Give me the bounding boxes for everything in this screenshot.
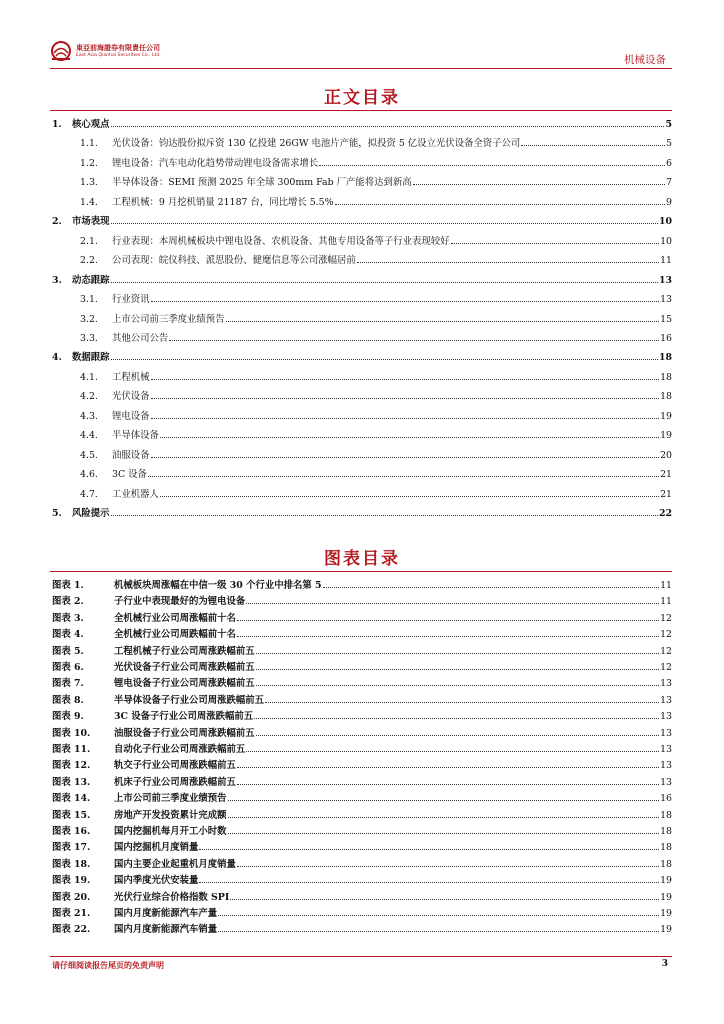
leader-dots: [160, 496, 659, 497]
leader-dots: [237, 636, 659, 637]
figure-title: 国内挖掘机每月开工小时数: [114, 826, 227, 837]
figure-entry[interactable]: [52, 744, 672, 756]
figure-page: 18: [660, 826, 672, 837]
toc-entry-page: 13: [658, 274, 672, 286]
leader-dots: [246, 751, 659, 752]
toc-entry-number: 3.: [52, 274, 62, 286]
figure-entry[interactable]: [52, 760, 672, 772]
figure-entry[interactable]: [52, 777, 672, 789]
figure-title: 国内月度新能源汽车销量: [114, 924, 218, 936]
figure-entry-label: [52, 777, 236, 789]
figure-number: 图表 8.: [52, 694, 84, 706]
toc-entry-number: 1.2.: [80, 157, 98, 169]
header-divider: [50, 68, 672, 69]
toc-entry[interactable]: [80, 450, 672, 462]
toc-entry-number: 1.: [52, 119, 62, 130]
toc-entry-number: 3.2.: [80, 313, 98, 325]
figure-entry[interactable]: [52, 826, 672, 838]
leader-dots: [111, 223, 658, 224]
toc-entry-page: 5: [666, 138, 672, 150]
figure-page: 12: [660, 662, 672, 673]
toc-entry-label: [80, 411, 150, 423]
toc-entry-label: [80, 333, 168, 345]
toc-entry-text: 油服设备: [112, 449, 150, 461]
leader-dots: [160, 437, 659, 438]
leader-dots: [228, 833, 660, 834]
figure-page: 18: [660, 842, 672, 854]
figure-entry-label: [52, 842, 198, 854]
figure-entry[interactable]: [52, 924, 672, 936]
toc-entry-number: 2.: [52, 216, 62, 228]
leader-dots: [319, 165, 665, 166]
figure-page: 19: [660, 924, 672, 936]
leader-dots: [218, 915, 659, 916]
toc-entry-label: [52, 216, 110, 228]
leader-dots: [111, 515, 658, 516]
figure-page: 19: [660, 891, 672, 903]
company-name-en: East Asia Qianhai Securities Co., Ltd.: [76, 53, 161, 58]
figure-entry[interactable]: [52, 810, 672, 822]
toc-entry-number: 4.4.: [80, 430, 98, 442]
figure-entry[interactable]: [52, 596, 672, 608]
toc-entry-number: 3.1.: [80, 294, 98, 306]
figure-list-title: 图表目录: [324, 549, 400, 569]
leader-dots: [151, 457, 660, 458]
toc-entry[interactable]: [80, 177, 672, 189]
toc-entry[interactable]: [80, 469, 672, 481]
toc-entry[interactable]: [80, 158, 672, 170]
toc-entry-text: 半导体设备：SEMI 预测 2025 年全球 300mm Fab 厂产能将达到新高: [112, 177, 412, 189]
toc-entry-text: 行业表现：本周机械板块中锂电设备、农机设备、其他专用设备等子行业表现较好: [112, 235, 450, 247]
figure-entry-label: [52, 580, 322, 592]
disclaimer-note: 请仔细阅读报告尾页的免责声明: [52, 961, 164, 970]
figure-title: 国内季度光伏安装量: [114, 875, 199, 887]
toc-entry-page: 9: [666, 196, 672, 208]
leader-dots: [256, 653, 659, 654]
figure-entry-label: [52, 826, 227, 838]
toc-entry[interactable]: [80, 197, 672, 209]
toc-entry-text: 数据跟踪: [72, 352, 110, 364]
toc-entry-number: 2.2.: [80, 255, 98, 267]
figure-title: 上市公司前三季度业绩预告: [114, 793, 227, 805]
toc-entry-text: 锂电设备: [112, 410, 150, 422]
figure-number: 图表 17.: [52, 842, 91, 854]
figure-title: 轨交子行业公司周涨跌幅前五: [114, 760, 236, 772]
figure-page: 11: [660, 580, 672, 591]
toc-entry-label: [52, 508, 110, 520]
toc-entry[interactable]: [80, 236, 672, 248]
toc-entry-text: 光伏设备: [112, 391, 150, 403]
figure-page: 13: [660, 727, 672, 739]
toc-entry-label: [52, 119, 110, 131]
leader-dots: [254, 718, 659, 719]
figure-title: 工程机械子行业公司周涨跌幅前五: [114, 645, 255, 657]
toc-entry-text: 动态跟踪: [72, 274, 110, 286]
figure-title: 半导体设备子行业公司周涨跌幅前五: [114, 694, 265, 706]
figure-page: 13: [660, 678, 672, 690]
toc-entry-number: 1.4.: [80, 196, 98, 208]
toc-entry-page: 21: [660, 488, 672, 500]
toc-entry-page: 21: [660, 469, 672, 481]
footer-divider: [50, 956, 672, 957]
leader-dots: [111, 282, 658, 283]
toc-entry-text: 核心观点: [72, 119, 110, 130]
figure-page: 18: [660, 809, 672, 821]
toc-entry-text: 其他公司公告: [112, 332, 169, 344]
toc-entry-label: [80, 138, 520, 150]
figure-page: 18: [660, 858, 672, 870]
figure-entry-label: [52, 875, 198, 887]
toc-entry-page: 18: [658, 352, 672, 364]
figure-page: 11: [660, 596, 672, 608]
figure-entry[interactable]: [52, 613, 672, 625]
figure-number: 图表 14.: [52, 793, 91, 805]
toc-entry-page: 13: [660, 294, 672, 306]
toc-entry-page: 16: [660, 332, 672, 344]
figure-title: 全机械行业公司周涨幅前十名: [114, 612, 236, 624]
toc-entry[interactable]: [80, 489, 672, 501]
figure-number: 图表 4.: [52, 629, 84, 641]
figure-entry-label: [52, 711, 253, 723]
figure-entry-label: [52, 924, 217, 936]
toc-entry[interactable]: [80, 391, 672, 403]
leader-dots: [413, 184, 665, 185]
figure-title: 国内主要企业起重机月度销量: [114, 858, 236, 870]
figure-number: 图表 7.: [52, 678, 84, 690]
toc-entry-number: 4.1.: [80, 371, 98, 383]
toc-entry[interactable]: [52, 508, 672, 520]
figure-page: 13: [660, 760, 672, 772]
toc-entry-page: 22: [658, 508, 672, 519]
figure-number: 图表 22.: [52, 924, 91, 936]
leader-dots: [111, 359, 658, 360]
leader-dots: [151, 398, 660, 399]
toc-entry-page: 20: [660, 449, 672, 461]
toc-entry-label: [80, 236, 450, 248]
figure-title: 自动化子行业公司周涨跌幅前五: [114, 744, 246, 755]
toc-entry[interactable]: [80, 333, 672, 345]
toc-entry-label: [80, 197, 334, 209]
toc-entry[interactable]: [80, 294, 672, 306]
figure-title: 子行业中表现最好的为锂电设备: [114, 596, 246, 608]
figure-title: 3C 设备子行业公司周涨跌幅前五: [114, 711, 254, 723]
figure-number: 图表 11.: [52, 744, 91, 755]
figure-entry-label: [52, 695, 264, 707]
toc-entry-page: 15: [660, 313, 672, 325]
figure-page: 16: [660, 793, 672, 805]
figure-page: 12: [660, 612, 672, 624]
toc-entry-text: 行业资讯: [112, 294, 150, 306]
figure-entry-label: [52, 646, 255, 658]
toc-entry-label: [52, 275, 110, 287]
leader-dots: [256, 685, 659, 686]
leader-dots: [151, 379, 660, 380]
figure-title: 机床子行业公司周涨跌幅前五: [114, 776, 236, 788]
figure-number: 图表 10.: [52, 727, 91, 739]
leader-dots: [230, 899, 659, 900]
figure-page: 19: [660, 908, 672, 919]
leader-dots: [228, 800, 660, 801]
figure-entry-label: [52, 810, 227, 822]
leader-dots: [246, 603, 659, 604]
leader-dots: [256, 669, 659, 670]
figure-title: 全机械行业公司周跌幅前十名: [114, 629, 236, 641]
toc-entry[interactable]: [80, 255, 672, 267]
leader-dots: [199, 882, 659, 883]
toc-entry[interactable]: [80, 314, 672, 326]
toc-entry-text: 工业机器人: [112, 488, 159, 500]
toc-entry[interactable]: [80, 372, 672, 384]
figure-page: 19: [660, 875, 672, 887]
toc-entry-number: 4.5.: [80, 449, 98, 461]
toc-entry-text: 市场表现: [72, 216, 110, 228]
figure-entry[interactable]: [52, 678, 672, 690]
figure-entry[interactable]: [52, 842, 672, 854]
figure-entry[interactable]: [52, 859, 672, 871]
figure-number: 图表 6.: [52, 662, 84, 673]
figure-title-divider: [50, 571, 672, 572]
toc-title: 正文目录: [324, 88, 400, 108]
figure-entry[interactable]: [52, 695, 672, 707]
figure-entry-label: [52, 760, 236, 772]
figure-number: 图表 20.: [52, 891, 91, 903]
toc-entry-page: 6: [666, 157, 672, 169]
figure-number: 图表 19.: [52, 875, 91, 887]
leader-dots: [237, 784, 659, 785]
leader-dots: [521, 145, 665, 146]
toc-entry-number: 3.3.: [80, 332, 98, 344]
figure-entry[interactable]: [52, 728, 672, 740]
figure-number: 图表 21.: [52, 908, 91, 919]
figure-entry-label: [52, 908, 217, 920]
leader-dots: [151, 301, 660, 302]
toc-entry-label: [52, 352, 110, 364]
figure-entry[interactable]: [52, 875, 672, 887]
leader-dots: [265, 702, 659, 703]
toc-entry-number: 4.6.: [80, 469, 98, 481]
figure-title: 机械板块周涨幅在中信一级 30 个行业中排名第 5: [114, 580, 322, 591]
toc-entry-label: [80, 489, 159, 501]
leader-dots: [226, 321, 660, 322]
toc-entry[interactable]: [52, 216, 672, 228]
figure-page: 13: [660, 776, 672, 788]
toc-entry-number: 4.3.: [80, 410, 98, 422]
leader-dots: [237, 620, 659, 621]
toc-entry[interactable]: [80, 411, 672, 423]
figure-number: 图表 5.: [52, 645, 84, 657]
figure-entry-label: [52, 662, 255, 674]
toc-entry-label: [80, 177, 412, 189]
toc-entry-label: [80, 314, 225, 326]
toc-entry-label: [80, 450, 150, 462]
company-name-cn: 東亞前海證券有限責任公司: [76, 44, 160, 52]
leader-dots: [218, 931, 659, 932]
figure-entry-label: [52, 596, 245, 608]
toc-entry-page: 7: [666, 177, 672, 189]
toc-entry-text: 公司表现：皖仪科技、派思股份、健麾信息等公司涨幅居前: [112, 255, 356, 267]
toc-entry-page: 5: [665, 119, 672, 130]
leader-dots: [199, 849, 659, 850]
figure-entry[interactable]: [52, 646, 672, 658]
toc-entry-number: 1.1.: [80, 138, 98, 150]
toc-entry-page: 11: [660, 255, 672, 267]
leader-dots: [151, 418, 660, 419]
toc-entry-label: [80, 391, 150, 403]
page-number: 3: [661, 959, 668, 969]
toc-entry[interactable]: [52, 275, 672, 287]
toc-entry-text: 工程机械：9 月挖机销量 21187 台，同比增长 5.5%: [112, 196, 334, 208]
company-logo-icon: [50, 40, 72, 62]
figure-entry-label: [52, 859, 236, 871]
figure-entry[interactable]: [52, 580, 672, 592]
leader-dots: [169, 340, 659, 341]
toc-entry-page: 10: [658, 216, 672, 228]
toc-entry-number: 4.2.: [80, 391, 98, 403]
figure-number: 图表 3.: [52, 612, 84, 624]
toc-entry-number: 5.: [52, 508, 62, 519]
toc-entry-page: 19: [660, 410, 672, 422]
figure-page: 12: [660, 629, 672, 641]
figure-number: 图表 15.: [52, 809, 91, 821]
leader-dots: [237, 767, 659, 768]
figure-entry-label: [52, 678, 255, 690]
toc-title-divider: [50, 110, 672, 111]
toc-entry-text: 半导体设备: [112, 430, 159, 442]
toc-entry-page: 19: [660, 430, 672, 442]
figure-title: 光伏行业综合价格指数 SPI: [114, 891, 230, 903]
figure-entry-label: [52, 793, 227, 805]
figure-entry-label: [52, 744, 245, 756]
toc-entry-label: [80, 372, 150, 384]
leader-dots: [237, 866, 659, 867]
leader-dots: [228, 817, 660, 818]
toc-entry-label: [80, 294, 150, 306]
toc-entry-text: 锂电设备：汽车电动化趋势带动锂电设备需求增长: [112, 157, 319, 169]
figure-entry-label: [52, 613, 236, 625]
figure-entry[interactable]: [52, 629, 672, 641]
toc-entry-number: 2.1.: [80, 235, 98, 247]
toc-entry[interactable]: [80, 430, 672, 442]
toc-entry-text: 光伏设备：钧达股份拟斥资 130 亿投建 26GW 电池片产能，拟投资 5 亿设立光伏设备全资子公司: [112, 138, 521, 150]
figure-number: 图表 1.: [52, 580, 84, 591]
figure-page: 13: [660, 711, 672, 723]
figure-number: 图表 13.: [52, 776, 91, 788]
toc-entry[interactable]: [80, 138, 672, 150]
figure-number: 图表 2.: [52, 596, 84, 608]
toc-entry-text: 3C 设备: [112, 469, 147, 481]
figure-title: 国内月度新能源汽车产量: [114, 908, 218, 919]
toc-entry-number: 1.3.: [80, 177, 98, 189]
figure-number: 图表 16.: [52, 826, 91, 837]
figure-entry-label: [52, 728, 255, 740]
toc-entry-page: 18: [660, 391, 672, 403]
figure-entry[interactable]: [52, 711, 672, 723]
toc-entry-page: 10: [660, 235, 672, 247]
figure-title: 锂电设备子行业公司周涨跌幅前五: [114, 678, 255, 690]
figure-entry[interactable]: [52, 892, 672, 904]
toc-entry-text: 上市公司前三季度业绩预告: [112, 313, 225, 325]
figure-entry[interactable]: [52, 793, 672, 805]
figure-entry[interactable]: [52, 662, 672, 674]
leader-dots: [256, 735, 659, 736]
figure-number: 图表 9.: [52, 711, 84, 723]
toc-entry-label: [80, 255, 356, 267]
leader-dots: [148, 476, 659, 477]
figure-page: 13: [660, 744, 672, 755]
toc-entry-label: [80, 469, 147, 481]
figure-entry-label: [52, 629, 236, 641]
figure-number: 图表 12.: [52, 760, 91, 772]
leader-dots: [451, 243, 660, 244]
figure-page: 13: [660, 694, 672, 706]
figure-page: 12: [660, 645, 672, 657]
report-section: 机械设备: [624, 54, 666, 66]
figure-entry[interactable]: [52, 908, 672, 920]
leader-dots: [111, 126, 665, 127]
toc-entry-text: 风险提示: [72, 508, 110, 519]
toc-entry[interactable]: [52, 119, 672, 131]
toc-entry[interactable]: [52, 352, 672, 364]
leader-dots: [323, 587, 660, 588]
figure-entry-label: [52, 892, 229, 904]
leader-dots: [357, 262, 659, 263]
toc-entry-label: [80, 430, 159, 442]
leader-dots: [335, 204, 666, 205]
toc-entry-text: 工程机械: [112, 371, 150, 383]
toc-entry-page: 18: [660, 371, 672, 383]
figure-title: 油服设备子行业公司周涨跌幅前五: [114, 727, 255, 739]
figure-number: 图表 18.: [52, 858, 91, 870]
toc-entry-number: 4.: [52, 352, 62, 364]
figure-title: 房地产开发投资累计完成额: [114, 809, 227, 821]
toc-entry-number: 4.7.: [80, 488, 98, 500]
toc-entry-label: [80, 158, 318, 170]
figure-title: 国内挖掘机月度销量: [114, 842, 199, 854]
figure-title: 光伏设备子行业公司周涨跌幅前五: [114, 662, 255, 673]
